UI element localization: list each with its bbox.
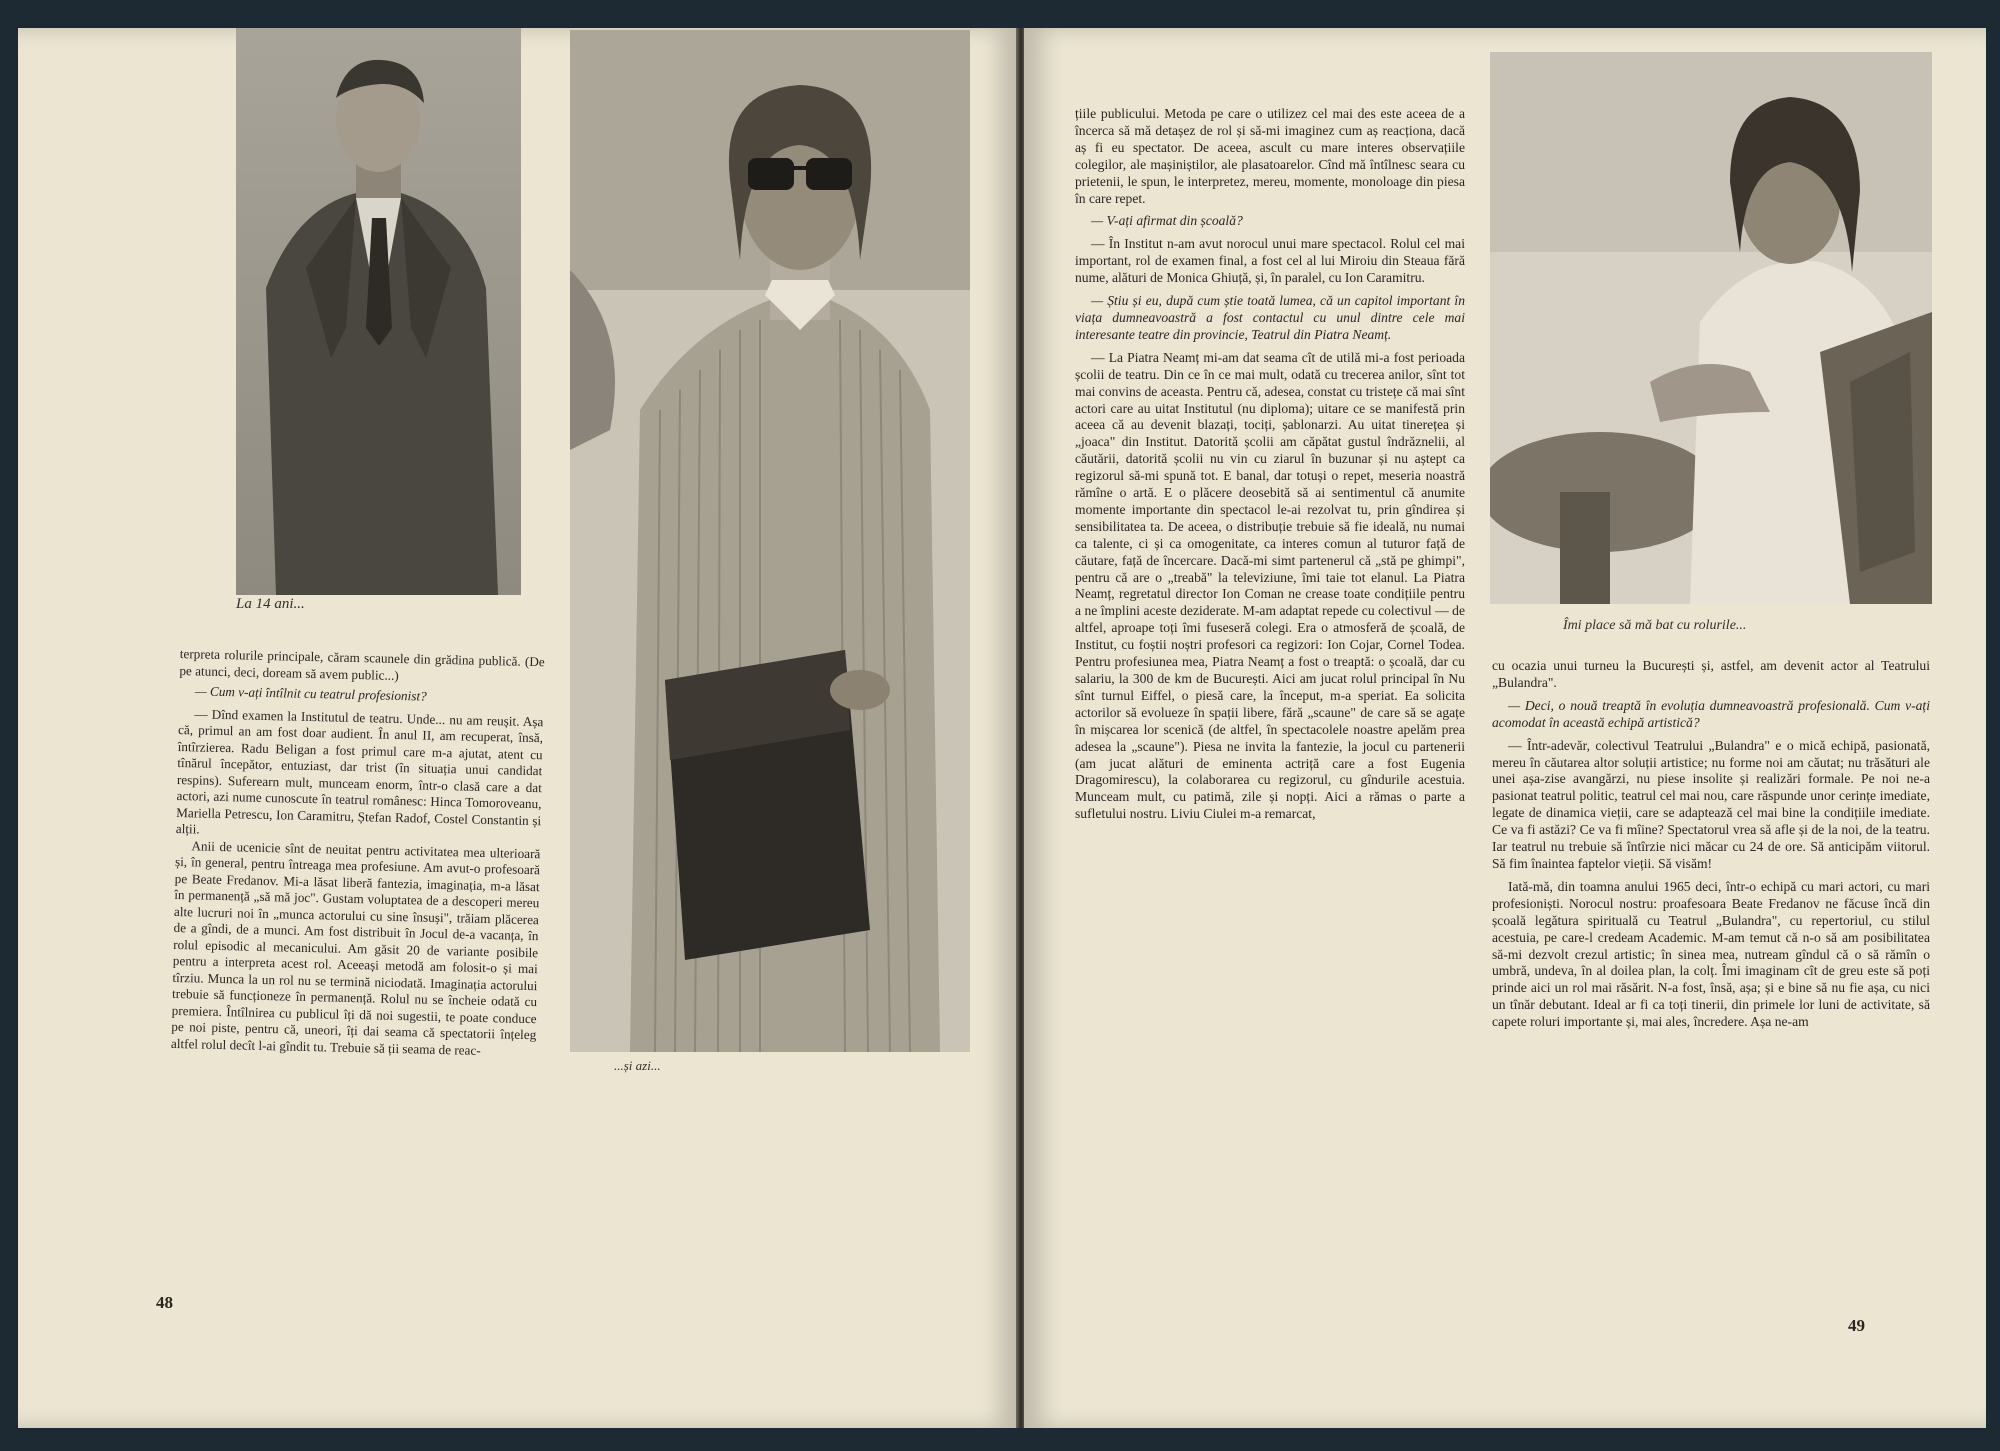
right-paragraph-1: cu ocazia unui turneu la București și, astfel, am devenit actor al Teatrului „Bulandra". [1492, 658, 1930, 690]
middle-answer-1: — În Institut n-am avut norocul unui mare spectacol. Rolul cel mai important, rol de examen final, a fost cel al lui Miroiu din Steaua fără nume, alături de Monica Ghiuță, și, în paralel, cu Ion Caramitru. [1075, 236, 1465, 286]
photo-man-thinking [1490, 52, 1932, 604]
right-answer-2: Iată-mă, din toamna anului 1965 deci, într-o echipă cu mari actori, cu mari profesioniști. Norocul nostru: proafesoara Beate Fredanov ne făcuse încă din școală legătura spirituală cu Teatrul „Bulandra", cu repertoriul, cu stilul acestuia, pe care-l credeam Academic. M-am temut că n-o să am posibilitatea să-mi dezvolt crezul artistic; în sinea mea, nutream gîndul că o să rămîn o umbră, undeva, în al doilea plan, la colț. Îmi imaginam cît de greu este să poți prinde aici un rol mai răsărit. N-a fost, însă, așa; și e bine să nu fie așa, cu nici un tînăr debutant. Ideal ar fi ca toți tinerii, din primele lor luni de activitate, să capete roluri importante și, mai ales, încredere. Așa ne-am [1492, 878, 1930, 1030]
right-text-column [1492, 658, 1930, 1298]
photo-teenager-portrait [236, 28, 521, 595]
left-paragraph-1: terpreta rolurile principale, căram scaunele din grădina publică. (De pe atunci, deci, doream să avem public...) [179, 646, 545, 683]
right-question-1: — Deci, o nouă treaptă în evoluția dumneavoastră profesională. Cum v-ați acomodat în această echipă artistică? [1492, 697, 1930, 730]
man-illustration [570, 30, 970, 1052]
left-question-1: — Cum v-ați întîlnit cu teatrul profesionist? [194, 683, 427, 704]
portrait-illustration [236, 28, 521, 595]
photo-man-sunglasses [570, 30, 970, 1052]
left-text-column [164, 646, 545, 1354]
middle-text-column [1075, 106, 1465, 1286]
photo-caption-3: Îmi place să mă bat cu rolurile... [1563, 618, 1747, 633]
middle-question-1: — V-ați afirmat din școală? [1091, 213, 1243, 229]
middle-paragraph-1: țiile publicului. Metoda pe care o utilizez cel mai des este aceea de a încerca să mă detașez de rol și să-mi imaginez cum aș reacționa, dacă aș fi eu spectator. De aceea, ascult cu mare interes observațiile colegilor, ale mașiniștilor, ale plasatoarelor. Cînd mă întîlnesc seara cu prietenii, le spun, le interpretez, mereu, momente, monoloage din piesa în care repet. [1075, 106, 1465, 206]
page-number-right: 49 [1848, 1316, 1865, 1335]
middle-answer-2: — La Piatra Neamț mi-am dat seama cît de utilă mi-a fost perioada școlii de teatru. Din ce în ce mai mult, odată cu trecerea anilor, sînt tot mai convins de aceasta. Pentru că, adesea, constat cu tristețe că mai sînt actori care au uitat Institutul (nu diploma); uitare ce se manifestă prin aceea că au devenit blazați, tociți, șablonarzi. Au uitat tinerețea și „joaca" din Institut. Datorită școlii am căpătat gustul îndrăznelii, al căutării, datorită școlii nu vin cu ziarul în buzunar și nu aștept ca regizorul să-mi spună tot. E banal, dar totuși o repet, meseria noastră rămîne o artă. E o plăcere deosebită să ai sentimentul că anumite momente importante din spectacol le-ai rezolvat tu, prin gîndirea și sensibilitatea ta. De aceea, o distribuție trebuie să fie ideală, nu numai ca talente, ci și ca omogenitate, ca interes comun al tuturor față de căutare, față de încercare. Dacă-mi simt partenerul că „stă pe ghimpi", pentru că are o „treabă" la televiziune, îmi taie tot elanul. La Piatra Neamț, regretatul director Ion Coman ne crease toate condițiile pentru a ne împlini aceste deziderate. M-am adaptat repede cu colectivul — de altfel, aproape toți îmi fuseseră colegi. Era o atmosferă de școală, de Institut, cu foștii noștri profesori ca regizori: Ion Cojar, Cornel Todea. Pentru profesiunea mea, Piatra Neamț a fost o treaptă: o școală, dar cu salariu, la 300 de km de București. Aici am jucat rolul principal în Nu sînt turnul Eiffel, o piesă care, la început, m-a speriat. Ea solicita actorilor să evolueze în spații libere, fără „scaune" de care să se agațe în mișcarea lor scenică (de altfel, în spectacolele noastre apelăm prea adesea la „scaune"). Piesa ne invita la fantezie, la jocul cu partenerii (am jucat alături de eminenta actriță care a fost Eugenia Dragomirescu), la colaborarea cu regizorul, cu gîndurile acestuia. Munceam mult, cu patimă, zile și nopți. Aici a rămas o parte a sufletului nostru. Liviu Ciulei m-a remarcat, [1075, 349, 1465, 822]
right-answer-1: — Într-adevăr, colectivul Teatrului „Bulandra" e o mică echipă, pasionată, mereu în căutarea altor soluții artistice; nu forme noi am căutat; nu trăsături ale unei așa-zise avangărzi, nu piese insolite și realizări formale. Pe noi ne-a pasionat teatrul politic, teatrul cel mai nou, care răspunde unor cerințe imediate, legate de dinamica vieții, care se adaptează cel mai bine la condițiile imediate. Ce va fi astăzi? Ce va fi mîine? Spectatorul vrea să afle și de la noi, de la teatru. Iar teatrul nu trebuie să întîrzie nici măcar cu 24 de ore. Să anticipăm viitorul. Să fim înaintea faptelor vieții. Să visăm! [1492, 737, 1930, 871]
left-answer-2: Anii de ucenicie sînt de neuitat pentru activitatea mea ulterioară și, în general, pentru întreaga mea profesiune. Am avut-o profesoară pe Beate Fredanov. Mi-a lăsat liberă fantezia, imaginația, m-a lăsat în permanență „să mă joc". Gustam voluptatea de a descoperi mereu alte lucruri noi în „munca actorului cu sine însuși", trăiam plăcerea de a gîndi, de a munci. Am fost distribuit în Jocul de-a vacanța, în rolul episodic al mecanicului. Am găsit 20 de variante posibile pentru a interpreta acest rol. Aceeași metodă am folosit-o și mai tîrziu. Munca la un rol nu se termină niciodată. Imaginația actorului trebuie să funcționeze în permanență. Rolul nu se încheie odată cu premiera. Întîlnirea cu publicul îți dă noi sugestii, te poate conduce pe noi piste, pentru că, uneori, îți dai seama că spectatorii înțeleg altfel rolul decît l-ai gîndit tu. Trebuie să ții seama de reac- [170, 837, 541, 1058]
thinking-illustration [1490, 52, 1932, 604]
photo-caption-1: La 14 ani... [236, 596, 305, 612]
page-number-left: 48 [156, 1293, 173, 1312]
photo-caption-2: ...și azi... [614, 1058, 661, 1073]
middle-question-2: — Știu și eu, după cum știe toată lumea, că un capitol important în viața dumneavoastră a fost contactul cu unul dintre cele mai interesante teatre din provincie, Teatrul din Piatra Neamț. [1075, 293, 1465, 342]
left-answer-1: — Dînd examen la Institutul de teatru. Unde... nu am reușit. Așa că, primul an am fost doar audient. În anul II, am recuperat, însă, întîrzierea. Radu Beligan a fost primul care m-a ajutat, atent cu tînărul începător, entuziast, dar trist (în situația unui candidat respins). Suferearn mult, munceam enorm, într-o clasă care a dat actori, azi nume cunoscute în teatrul românesc: Hinca Tomoroveanu, Mariella Petrescu, Ion Caramitru, Ștefan Radof, Costel Constantin și alții. [175, 705, 544, 837]
